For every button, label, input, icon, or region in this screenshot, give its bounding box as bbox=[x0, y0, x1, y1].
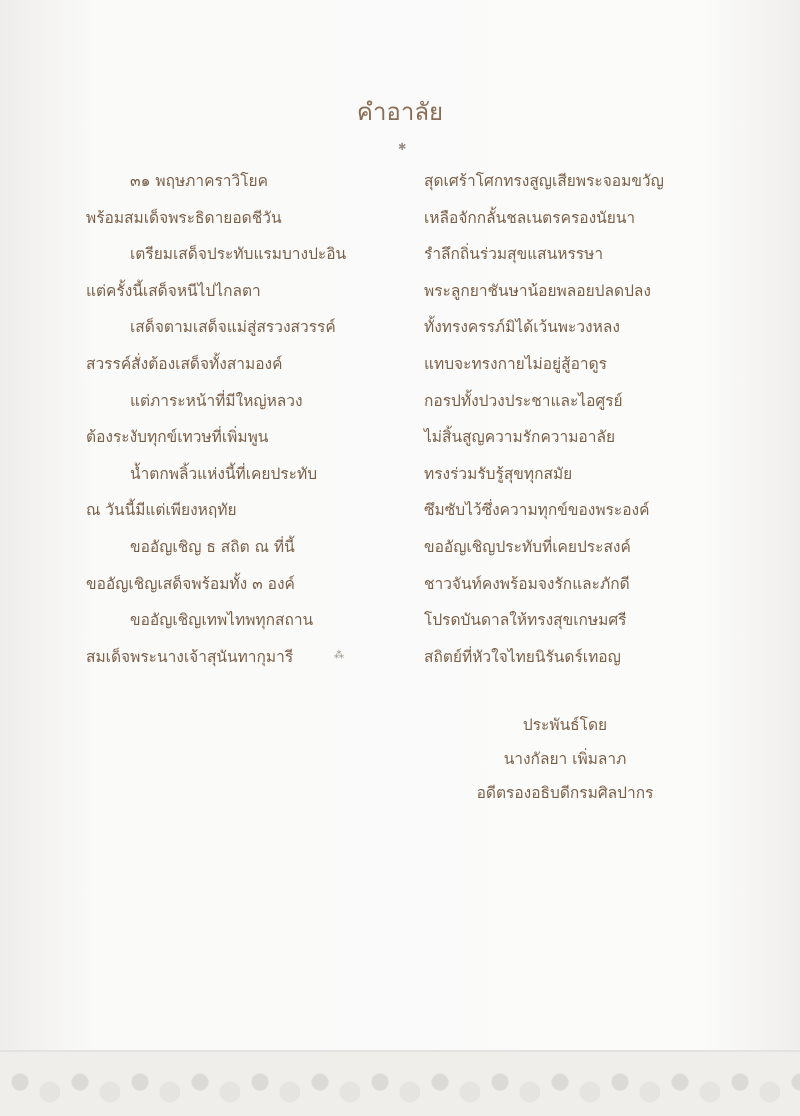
poem-line: สุดเศร้าโศกทรงสูญเสียพระจอมขวัญ bbox=[424, 172, 664, 190]
poem-line: พระลูกยาชันษาน้อยพลอยปลดปลง bbox=[424, 281, 651, 300]
poem-line: ๓๑ พฤษภาคราวิโยค bbox=[130, 172, 268, 190]
page-title: คำอาลัย bbox=[356, 98, 444, 126]
decorative-floral-border bbox=[0, 1050, 800, 1116]
poem-left-column bbox=[86, 163, 386, 675]
poem-line: สถิตย์ที่หัวใจไทยนิรันดร์เทอญ bbox=[424, 647, 621, 666]
poem-line: ขออัญเชิญ ธ สถิต ณ ที่นี้ bbox=[130, 537, 295, 556]
credits-label: ประพันธ์โดย bbox=[522, 716, 608, 734]
author-name: นางกัลยา เพิ่มลาภ bbox=[503, 750, 627, 768]
poem-line: ทรงร่วมรับรู้สุขทุกสมัย bbox=[424, 464, 573, 483]
poem-line: ชาวจันท์คงพร้อมจงรักและภักดี bbox=[424, 574, 630, 593]
poem-line: น้ำตกพลิ้วแห่งนี้ที่เคยประทับ bbox=[130, 464, 318, 483]
author-position: อดีตรองอธิบดีกรมศิลปากร bbox=[476, 784, 654, 802]
poem-line: ไม่สิ้นสูญความรักความอาลัย bbox=[424, 428, 616, 447]
poem-line: แทบจะทรงกายไม่อยู่สู้อาดูร bbox=[424, 354, 608, 373]
paper-speck: ✱ bbox=[398, 142, 407, 153]
poem-line: แต่ภาระหน้าที่มีใหญ่หลวง bbox=[130, 391, 303, 410]
poem-line: ขออัญเชิญเสด็จพร้อมทั้ง ๓ องค์ bbox=[86, 574, 295, 593]
author-credits bbox=[400, 708, 730, 810]
poem-line: สวรรค์สั่งต้องเสด็จทั้งสามองค์ bbox=[86, 354, 283, 373]
poem-line: ทั้งทรงครรภ์มิได้เว้นพะวงหลง bbox=[424, 318, 620, 337]
poem-line: เหลือจักกลั้นชลเนตรครองนัยนา bbox=[424, 208, 636, 227]
poem-right-column bbox=[424, 163, 724, 675]
poem-line: ขออัญเชิญประทับที่เคยประสงค์ bbox=[424, 537, 631, 556]
poem-line: ซึมซับไว้ซึ่งความทุกข์ของพระองค์ bbox=[424, 501, 650, 520]
poem-line: แต่ครั้งนี้เสด็จหนีไปไกลตา bbox=[86, 281, 261, 300]
paper-speck: ⁂ bbox=[334, 650, 344, 661]
poem-line: รำลึกถิ่นร่วมสุขแสนหรรษา bbox=[424, 245, 604, 264]
poem-line: ต้องระงับทุกข์เทวษที่เพิ่มพูน bbox=[86, 428, 269, 447]
poem-line: สมเด็จพระนางเจ้าสุนันทากุมารี bbox=[86, 647, 294, 666]
poem-line: เสด็จตามเสด็จแม่สู่สรวงสวรรค์ bbox=[130, 318, 336, 337]
poem-line: พร้อมสมเด็จพระธิดายอดชีวัน bbox=[86, 208, 282, 227]
poem-line: เตรียมเสด็จประทับแรมบางปะอิน bbox=[130, 245, 347, 264]
poem-line: กอรปทั้งปวงประชาและไอศูรย์ bbox=[424, 391, 623, 410]
poem-line: ณ วันนี้มีแต่เพียงหฤทัย bbox=[86, 501, 237, 520]
poem-line: โปรดบันดาลให้ทรงสุขเกษมศรี bbox=[424, 611, 627, 630]
poem-line: ขออัญเชิญเทพไทพทุกสถาน bbox=[130, 611, 314, 630]
